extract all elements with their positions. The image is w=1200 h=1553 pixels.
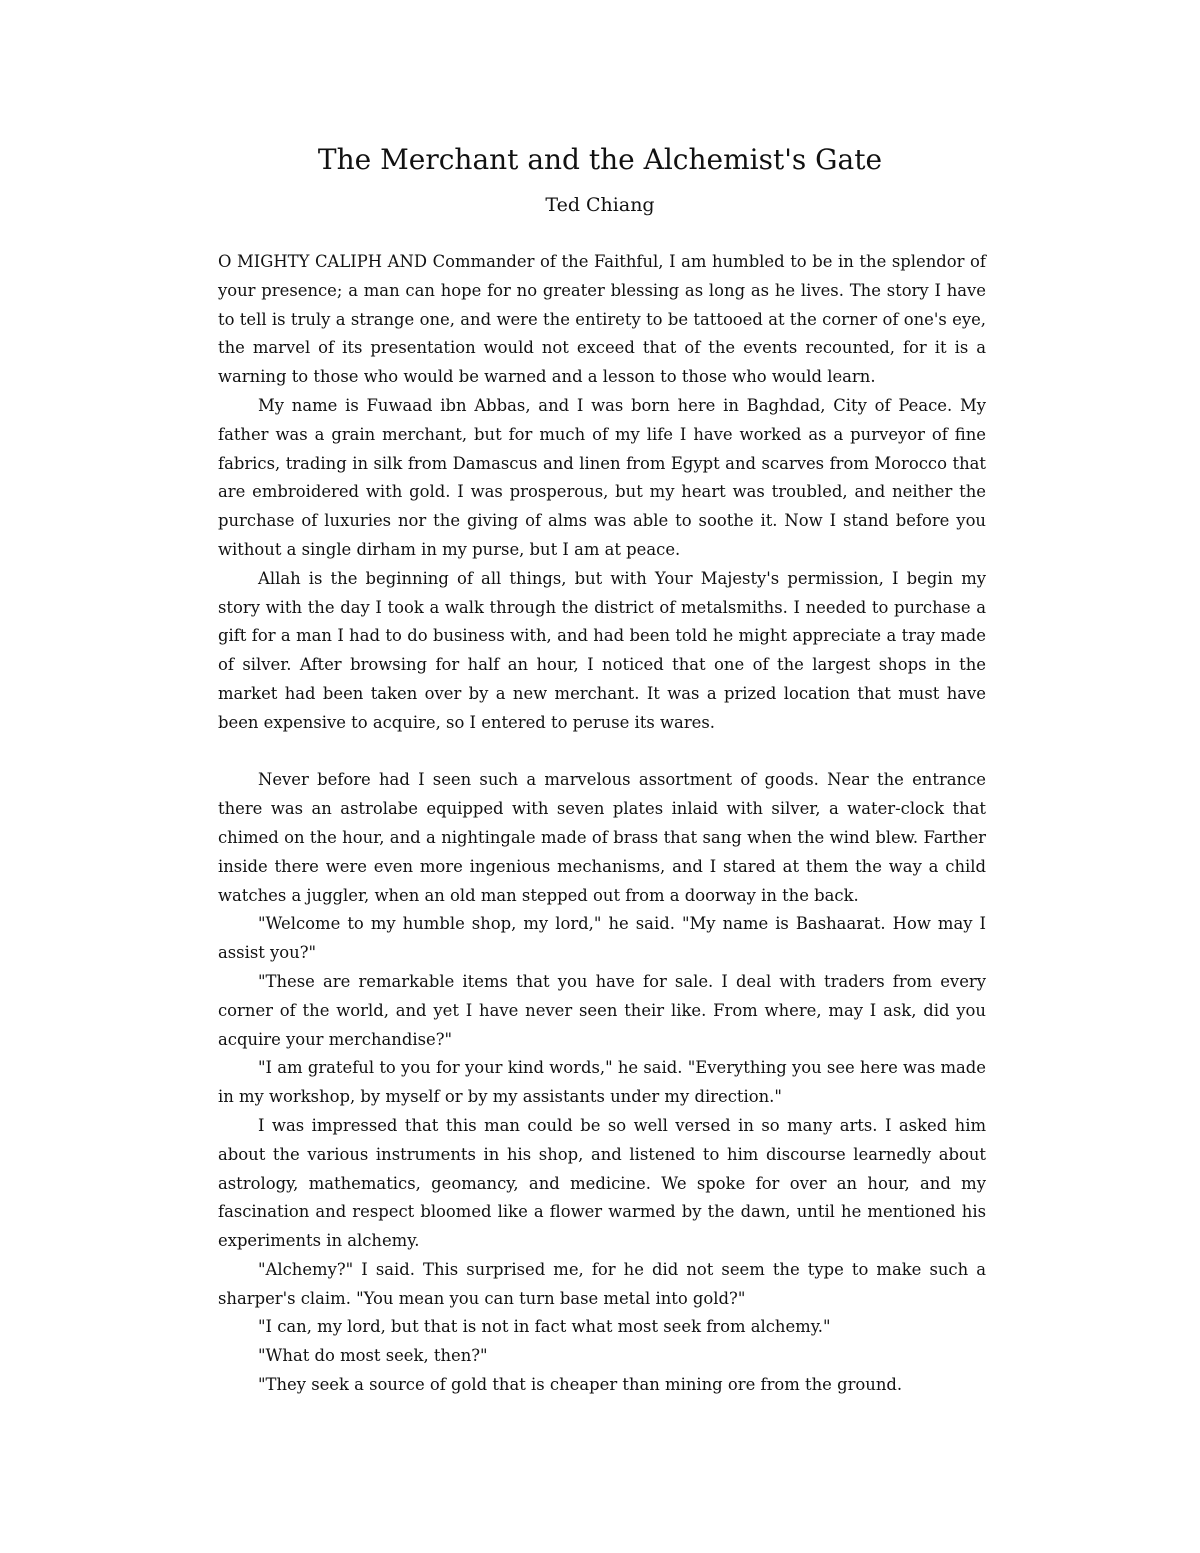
paragraph: My name is Fuwaad ibn Abbas, and I was born here in Baghdad, City of Peace. My father was a grain merchant, but for much of my life I have worked as a purveyor of fine fabrics, trading in silk from Damascus and linen from Egypt and scarves from Morocco that are embroidered with gold. I was prosperous, but my heart was troubled, and neither the purchase of luxuries nor the giving of alms was able to soothe it. Now I stand before you without a single dirham in my purse, but I am at peace.	[218, 395, 986, 559]
paragraph: "What do most seek, then?"	[258, 1346, 488, 1366]
paragraph: Allah is the beginning of all things, but with Your Majesty's permission, I begin my story with the day I took a walk through the district of metalsmiths. I needed to purchase a gift for a man I had to do business with, and had been told he might appreciate a tray made of silver. After browsing for half an hour, I noticed that one of the largest shops in the market had been taken over by a new merchant. It was a prized location that must have been expensive to acquire, so I entered to peruse its wares.	[218, 568, 986, 732]
paragraph: "They seek a source of gold that is cheaper than mining ore from the ground.	[258, 1375, 903, 1395]
paragraph: "Welcome to my humble shop, my lord," he said. "My name is Bashaarat. How may I assist you?"	[218, 914, 986, 963]
story-title: The Merchant and the Alchemist's Gate	[317, 143, 883, 176]
paragraph: "I am grateful to you for your kind words," he said. "Everything you see here was made in my workshop, by myself or by my assistants under my direction."	[218, 1058, 986, 1107]
paragraph: "These are remarkable items that you have for sale. I deal with traders from every corner of the world, and yet I have never seen their like. From where, may I ask, did you acquire your merchandise?"	[218, 971, 986, 1049]
author-name: Ted Chiang	[545, 194, 655, 216]
paragraph: "I can, my lord, but that is not in fact what most seek from alchemy."	[258, 1317, 831, 1337]
paragraph: "Alchemy?" I said. This surprised me, for he did not seem the type to make such a sharper's claim. "You mean you can turn base metal into gold?"	[218, 1259, 986, 1308]
story-body	[218, 248, 986, 1400]
paragraph: Never before had I seen such a marvelous assortment of goods. Near the entrance there was an astrolabe equipped with seven plates inlaid with silver, a water-clock that chimed on the hour, and a nightingale made of brass that sang when the wind blew. Farther inside there were even more ingenious mechanisms, and I stared at them the way a child watches a juggler, when an old man stepped out from a doorway in the back.	[218, 770, 986, 905]
paragraph-opening: O MIGHTY CALIPH AND Commander of the Faithful, I am humbled to be in the splendor of your presence; a man can hope for no greater blessing as long as he lives. The story I have to tell is truly a strange one, and were the entirety to be tattooed at the corner of one's eye, the marvel of its presentation would not exceed that of the events recounted, for it is a warning to those who would be warned and a lesson to those who would learn.	[218, 252, 986, 387]
paragraph: I was impressed that this man could be so well versed in so many arts. I asked him about the various instruments in his shop, and listened to him discourse learnedly about astrology, mathematics, geomancy, and medicine. We spoke for over an hour, and my fascination and respect bloomed like a flower warmed by the dawn, until he mentioned his experiments in alchemy.	[218, 1115, 986, 1251]
